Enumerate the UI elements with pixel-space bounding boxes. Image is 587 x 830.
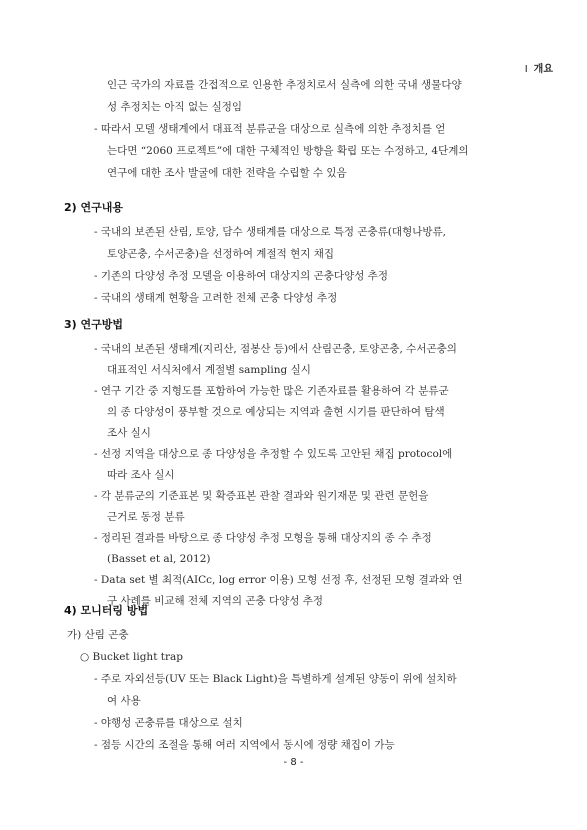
section4-line: - 야행성 곤충류를 대상으로 설치 bbox=[94, 717, 243, 729]
intro-line: 연구에 대한 조사 발굴에 대한 전략을 수립할 수 있음 bbox=[107, 167, 347, 179]
intro-line: 성 추정치는 아직 없는 실정임 bbox=[107, 101, 243, 113]
section-heading-4: 4) 모니터링 방법 bbox=[64, 604, 149, 617]
running-header bbox=[525, 60, 553, 75]
section3-line: 조사 실시 bbox=[107, 427, 151, 439]
section2-line: 토양곤충, 수서곤충)을 선정하여 계절적 현지 채집 bbox=[107, 248, 334, 260]
section3-line: - 국내의 보존된 생태계(지리산, 점봉산 등)에서 산림곤충, 토양곤충, 수서곤충의 bbox=[94, 343, 457, 355]
section2-line: - 기존의 다양성 추정 모델을 이용하여 대상지의 곤충다양성 추정 bbox=[94, 270, 388, 282]
header-divider: I bbox=[524, 64, 528, 75]
section-heading-3: 3) 연구방법 bbox=[64, 318, 124, 331]
section3-line: 대표적인 서식처에서 계절별 sampling 실시 bbox=[107, 364, 311, 376]
section-heading-2: 2) 연구내용 bbox=[64, 201, 124, 214]
section3-line: 의 종 다양성이 풍부할 것으로 예상되는 지역과 출현 시기를 판단하여 탐색 bbox=[107, 406, 445, 418]
section4-line: - 점등 시간의 조절을 통해 여러 지역에서 동시에 정량 채집이 가능 bbox=[94, 739, 395, 751]
section3-line: - 각 분류군의 기준표본 및 확증표본 관찰 결과와 원기재문 및 관련 문헌을 bbox=[94, 490, 429, 502]
section3-line: 따라 조사 실시 bbox=[107, 469, 175, 481]
section4-line: - 주로 자외선등(UV 또는 Black Light)을 특별하게 설계된 양동이 위에 설치하 bbox=[94, 673, 457, 685]
section3-line: - 연구 기간 중 지형도를 포함하여 가능한 많은 기존자료를 활용하여 각 분류군 bbox=[94, 385, 449, 397]
header-section-title: 개요 bbox=[533, 64, 553, 75]
section2-line: - 국내의 보존된 산림, 토양, 담수 생태계를 대상으로 특정 곤충류(대형나방류, bbox=[94, 226, 446, 238]
section3-line: 근거로 동정 분류 bbox=[107, 511, 185, 523]
section3-line: - Data set 별 최적(AICc, log error 이용) 모형 선정 후, 선정된 모형 결과와 연 bbox=[94, 574, 463, 586]
section3-line: - 선정 지역을 대상으로 종 다양성을 추정할 수 있도록 고안된 채집 protocol에 bbox=[94, 448, 453, 460]
section3-line: 구 사례를 비교해 전체 지역의 곤충 다양성 추정 bbox=[107, 595, 324, 607]
subsection-heading: 가) 산림 곤충 bbox=[67, 629, 129, 641]
section4-line: 여 사용 bbox=[107, 695, 141, 707]
section3-line: (Basset et al, 2012) bbox=[107, 553, 211, 565]
section2-line: - 국내의 생태계 현황을 고려한 전체 곤충 다양성 추정 bbox=[94, 292, 338, 304]
intro-line: - 따라서 모델 생태계에서 대표적 분류군을 대상으로 실측에 의한 추정치를 얻 bbox=[94, 123, 446, 135]
section3-line: - 정리된 결과를 바탕으로 종 다양성 추정 모형을 통해 대상지의 종 수 추정 bbox=[94, 532, 432, 544]
intro-line: 인근 국가의 자료를 간접적으로 인용한 추정치로서 실측에 의한 국내 생물다양 bbox=[107, 79, 462, 91]
circle-bullet-item: ○ Bucket light trap bbox=[80, 651, 183, 663]
intro-line: 는다면 “2060 프로젝트”에 대한 구체적인 방향을 확립 또는 수정하고, 4단계의 bbox=[107, 145, 469, 157]
page-number: - 8 - bbox=[283, 757, 304, 768]
